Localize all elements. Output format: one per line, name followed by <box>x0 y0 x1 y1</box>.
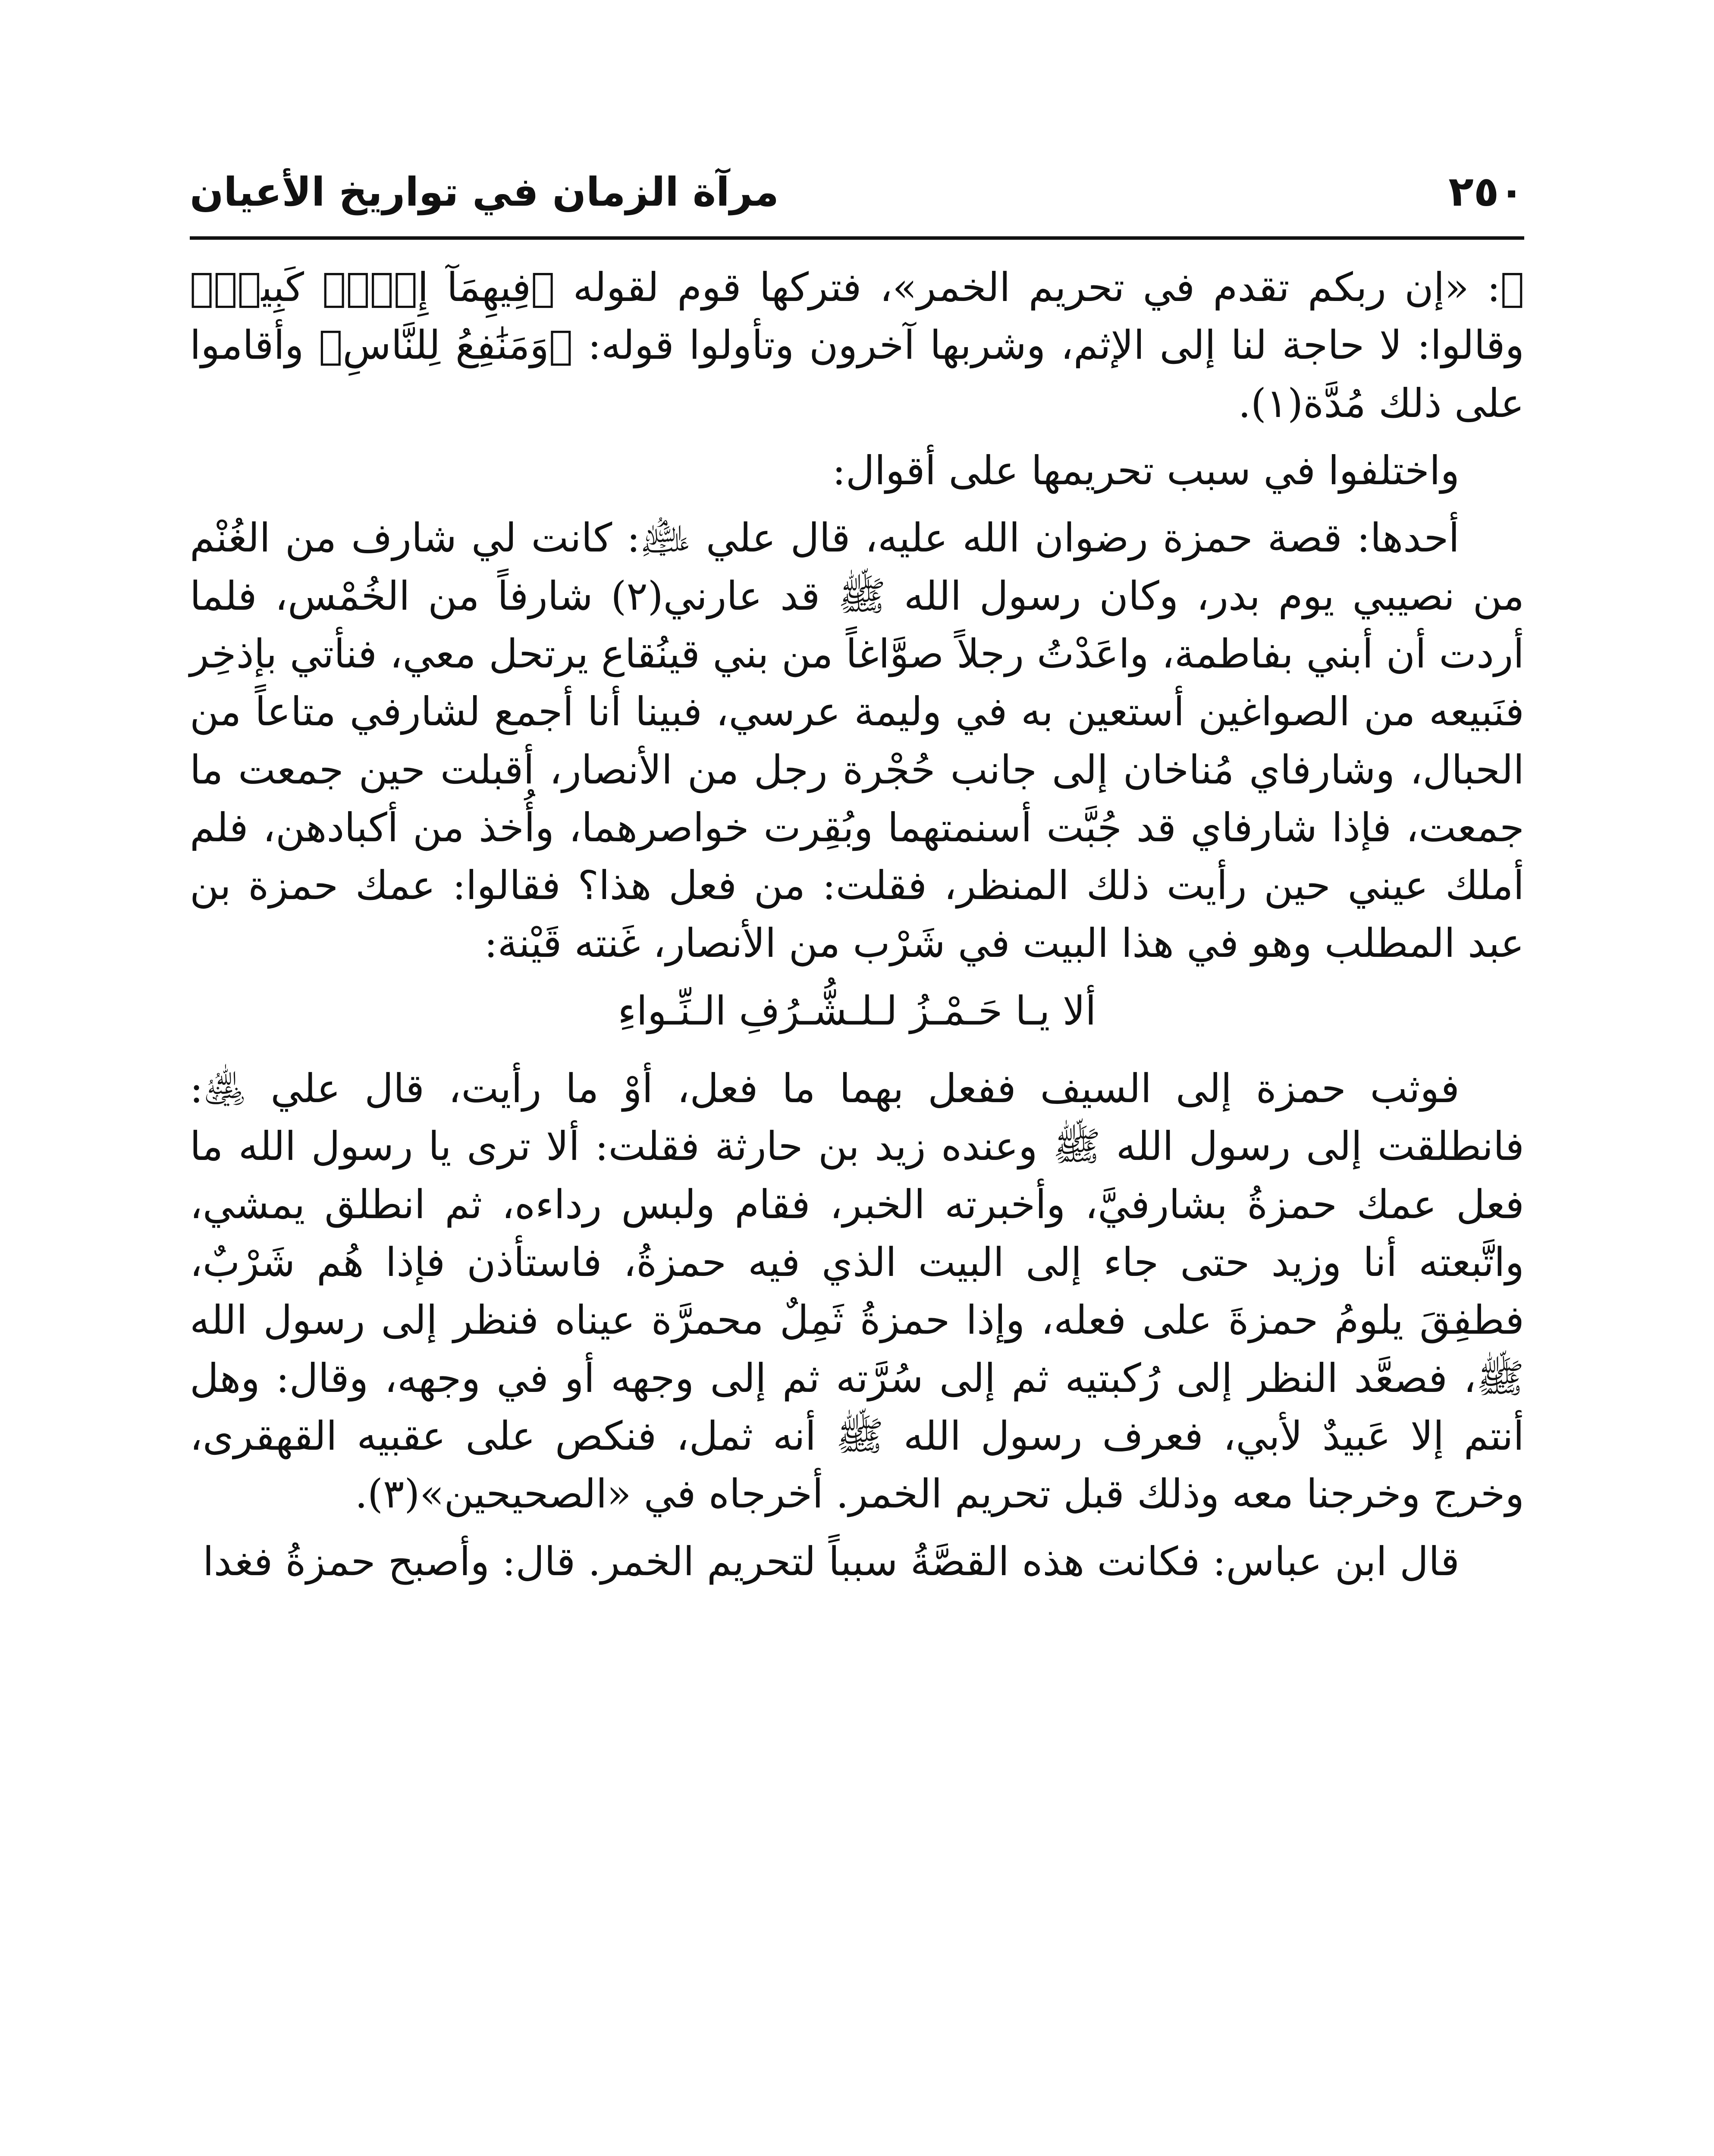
page-number: ٢٥٠ <box>1448 167 1524 216</box>
running-title: مرآة الزمان في تواريخ الأعيان <box>190 169 779 215</box>
poetry-verse: ألا يـا حَـمْـزُ لـلـشُّـرُفِ الـنِّـواءِ <box>618 987 1096 1034</box>
paragraph-1: ﷺ: «إن ربكم تقدم في تحريم الخمر»، فتركها قوم لقوله ﴿فِيهِمَآ إِثۡمٞ كَبِيرٞ﴾ وقالوا: لا حاجة لنا إلى الإثم، وشربها آخرون وتأولوا قوله: ﴿وَمَنَٰفِعُ لِلنَّاسِ﴾ وأقاموا على ذلك مُدَّة(١). <box>190 264 1524 426</box>
paragraph-4: فوثب حمزة إلى السيف ففعل بهما ما فعل، أوْ ما رأيت، قال علي ﵁: فانطلقت إلى رسول الله ﷺ وعنده زيد بن حارثة فقلت: ألا ترى يا رسول الله ما فعل عمك حمزةُ بشارفيَّ، وأخبرته الخبر، فقام ولبس رداءه، ثم انطلق يمشي، واتَّبعته أنا وزيد حتى جاء إلى البيت الذي فيه حمزةُ، فاستأذن فإذا هُم شَرْبٌ، فطفِقَ يلومُ حمزةَ على فعله، وإذا حمزةُ ثَمِلٌ محمرَّة عيناه فنظر إلى رسول الله ﷺ، فصعَّد النظر إلى رُكبتيه ثم إلى سُرَّته ثم إلى وجهه أو في وجهه، وقال: وهل أنتم إلا عَبيدٌ لأبي، فعرف رسول الله ﷺ أنه ثمل، فنكص على عقبيه القهقرى، وخرج وخرجنا معه وذلك قبل تحريم الخمر. أخرجاه في «الصحيحين»(٣). <box>190 1065 1524 1517</box>
paragraph-2: واختلفوا في سبب تحريمها على أقوال: <box>832 447 1460 494</box>
body-text <box>190 259 1524 1600</box>
header-rule <box>190 236 1524 240</box>
page-header <box>190 142 1524 220</box>
paragraph-3: أحدها: قصة حمزة رضوان الله عليه، قال علي ﵇: كانت لي شارف من الغُنْم من نصيبي يوم بدر، وكان رسول الله ﷺ قد عارني(٢) شارفاً من الخُمْس، فلما أردت أن أبني بفاطمة، واعَدْتُ رجلاً صوَّاغاً من بني قينُقاع يرتحل معي، فنأتي بإذخِر فنَبيعه من الصواغين أستعين به في وليمة عرسي، فبينا أنا أجمع لشارفي متاعاً من الحبال، وشارفاي مُناخان إلى جانب حُجْرة رجل من الأنصار، أقبلت حين جمعت ما جمعت، فإذا شارفاي قد جُبَّت أسنمتهما وبُقِرت خواصرهما، وأُخذ من أكبادهن، فلم أملك عيني حين رأيت ذلك المنظر، فقلت: من فعل هذا؟ فقالوا: عمك حمزة بن عبد المطلب وهو في هذا البيت في شَرْب من الأنصار، غَنته قَيْنة: <box>190 515 1524 967</box>
paragraph-5: قال ابن عباس: فكانت هذه القصَّةُ سبباً لتحريم الخمر. قال: وأصبح حمزةُ فغدا <box>203 1538 1460 1585</box>
